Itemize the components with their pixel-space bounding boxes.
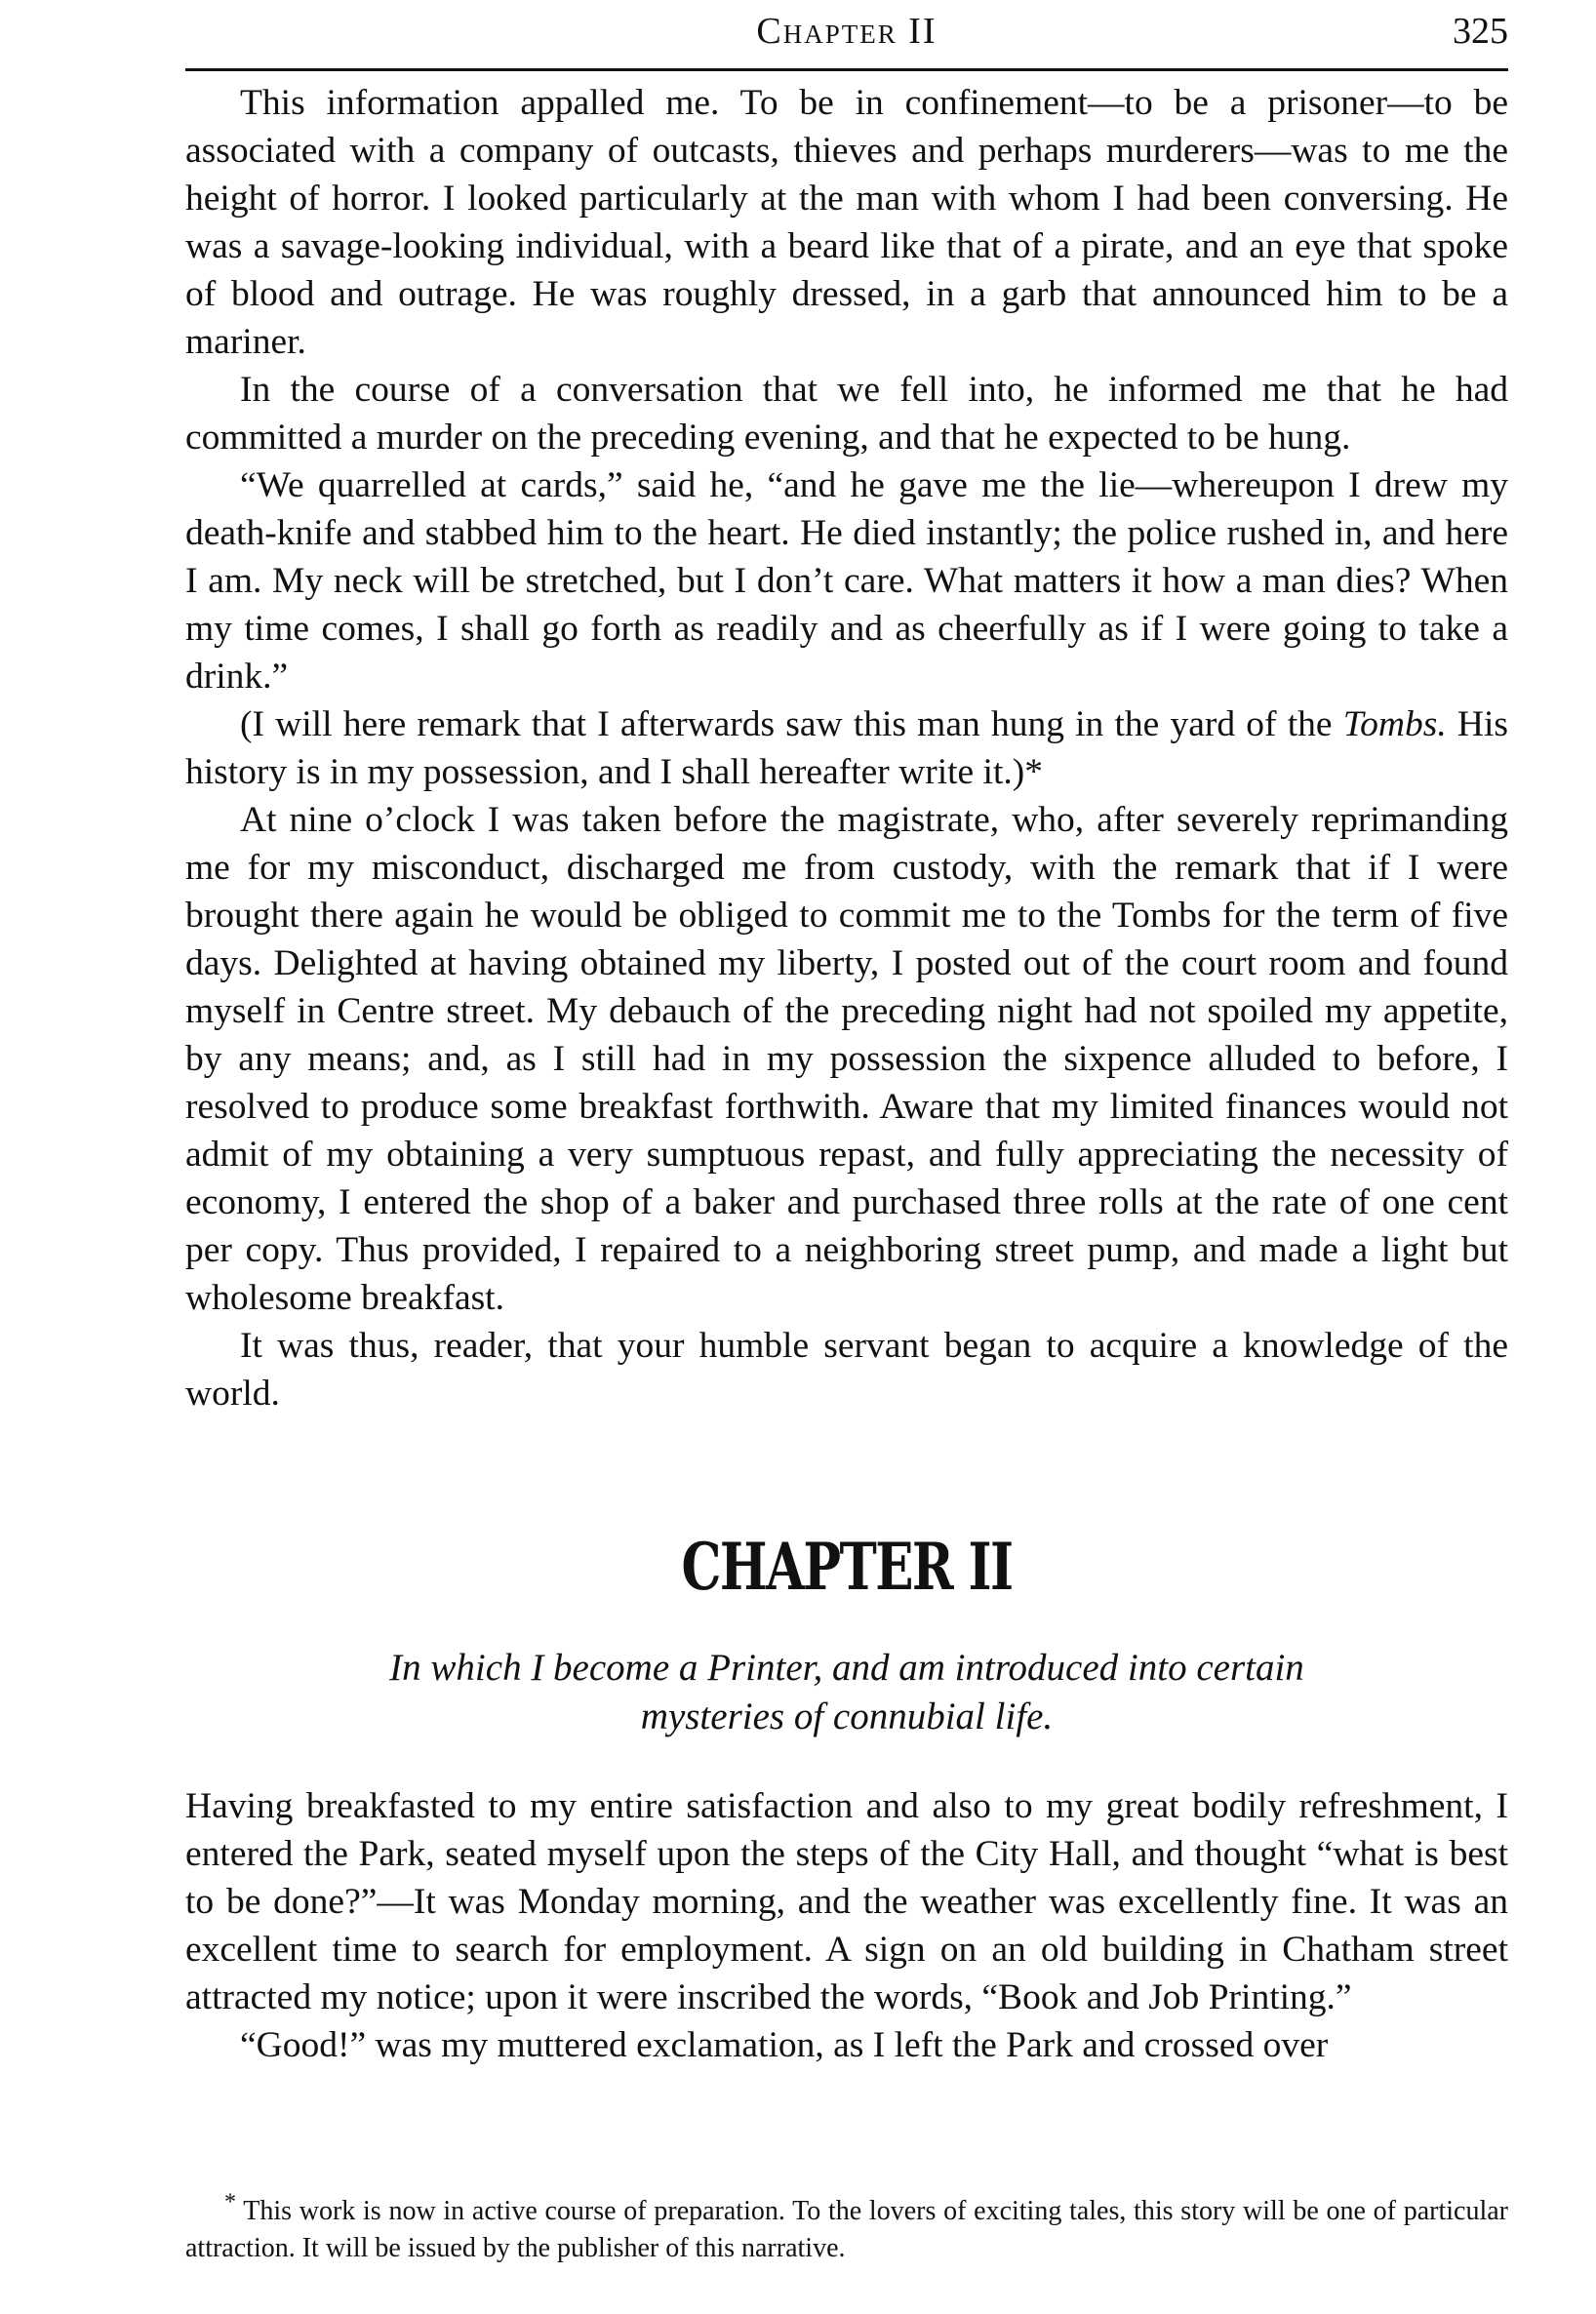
paragraph: In the course of a conversation that we fell into, he informed me that he had committed a murder on the preceding evening, and that he expected to be hung. (185, 370, 1508, 458)
text-segment: His history is in my possession, and I shall hereafter write it.)* (185, 704, 1509, 792)
running-head-title: Chapter II (756, 11, 938, 52)
chapter-heading: CHAPTER II (681, 1529, 1013, 1605)
chapter-subtitle-line: mysteries of connubial life. (640, 1696, 1054, 1738)
paragraph-with-footnote-ref (185, 700, 1508, 796)
italic-place-name: Tombs. (1342, 704, 1447, 744)
page-number: 325 (1453, 11, 1508, 52)
book-page (185, 0, 1508, 2069)
running-head (185, 0, 1508, 71)
opening-paragraph: Having breakfasted to my entire satisfaction and also to my great bodily refreshment, I entered the Park, seated myself upon the steps of the City Hall, and thought “what is best to be done?”—It was Monday morning, and the weather was excellently fine. It was an excellent time to search for employment. A sign on an old building in Chatham street attracted my notice; upon it were inscribed the words, “Book and Job Printing.” (185, 1786, 1508, 2018)
previous-chapter-text (185, 79, 1508, 1417)
chapter-body-text (185, 1782, 1508, 2069)
paragraph: This information appalled me. To be in confinement—to be a prisoner—to be associated with a company of outcasts, thieves and perhaps murderers—was to me the height of horror. I looked particularly at the man with whom I had been conversing. He was a savage-looking individual, with a beard like that of a pirate, and an eye that spoke of blood and outrage. He was roughly dressed, in a garb that announced him to be a mariner. (185, 83, 1508, 362)
chapter-subtitle (185, 1644, 1508, 1741)
footnote-body: This work is now in active course of preparation. To the lovers of exciting tales, this story will be one of particular attraction. It will be issued by the publisher of this narrative. (185, 2196, 1508, 2263)
paragraph: “Good!” was my muttered exclamation, as I left the Park and crossed over (240, 2025, 1329, 2066)
footnote-marker: * (224, 2189, 236, 2215)
chapter-subtitle-line: In which I become a Printer, and am introduced into certain (389, 1647, 1304, 1690)
text-segment: (I will here remark that I afterwards saw this man hung in the yard of the (240, 704, 1343, 744)
paragraph: “We quarrelled at cards,” said he, “and he gave me the lie—whereupon I drew my death-knife and stabbed him to the heart. He died instantly; the police rushed in, and here I am. My neck will be stretched, but I don’t care. What matters it how a man dies? When my time comes, I shall go forth as readily and as cheerfully as if I were going to take a drink.” (185, 465, 1508, 697)
footnote (185, 2189, 1508, 2267)
paragraph: It was thus, reader, that your humble servant began to acquire a knowledge of the world. (185, 1326, 1508, 1414)
footnote-text (185, 2189, 1508, 2267)
paragraph: At nine o’clock I was taken before the magistrate, who, after severely reprimanding me for my misconduct, discharged me from custody, with the remark that if I were brought there again he would be obliged to commit me to the Tombs for the term of five days. Delighted at having obtained my liberty, I posted out of the court room and found myself in Centre street. My debauch of the preceding night had not spoiled my appetite, by any means; and, as I still had in my possession the sixpence alluded to before, I resolved to produce some breakfast forthwith. Aware that my limited finances would not admit of my obtaining a very sumptuous repast, and fully appreciating the necessity of economy, I entered the shop of a baker and purchased three rolls at the rate of one cent per copy. Thus provided, I repaired to a neighboring street pump, and made a light but wholesome breakfast. (185, 800, 1508, 1318)
